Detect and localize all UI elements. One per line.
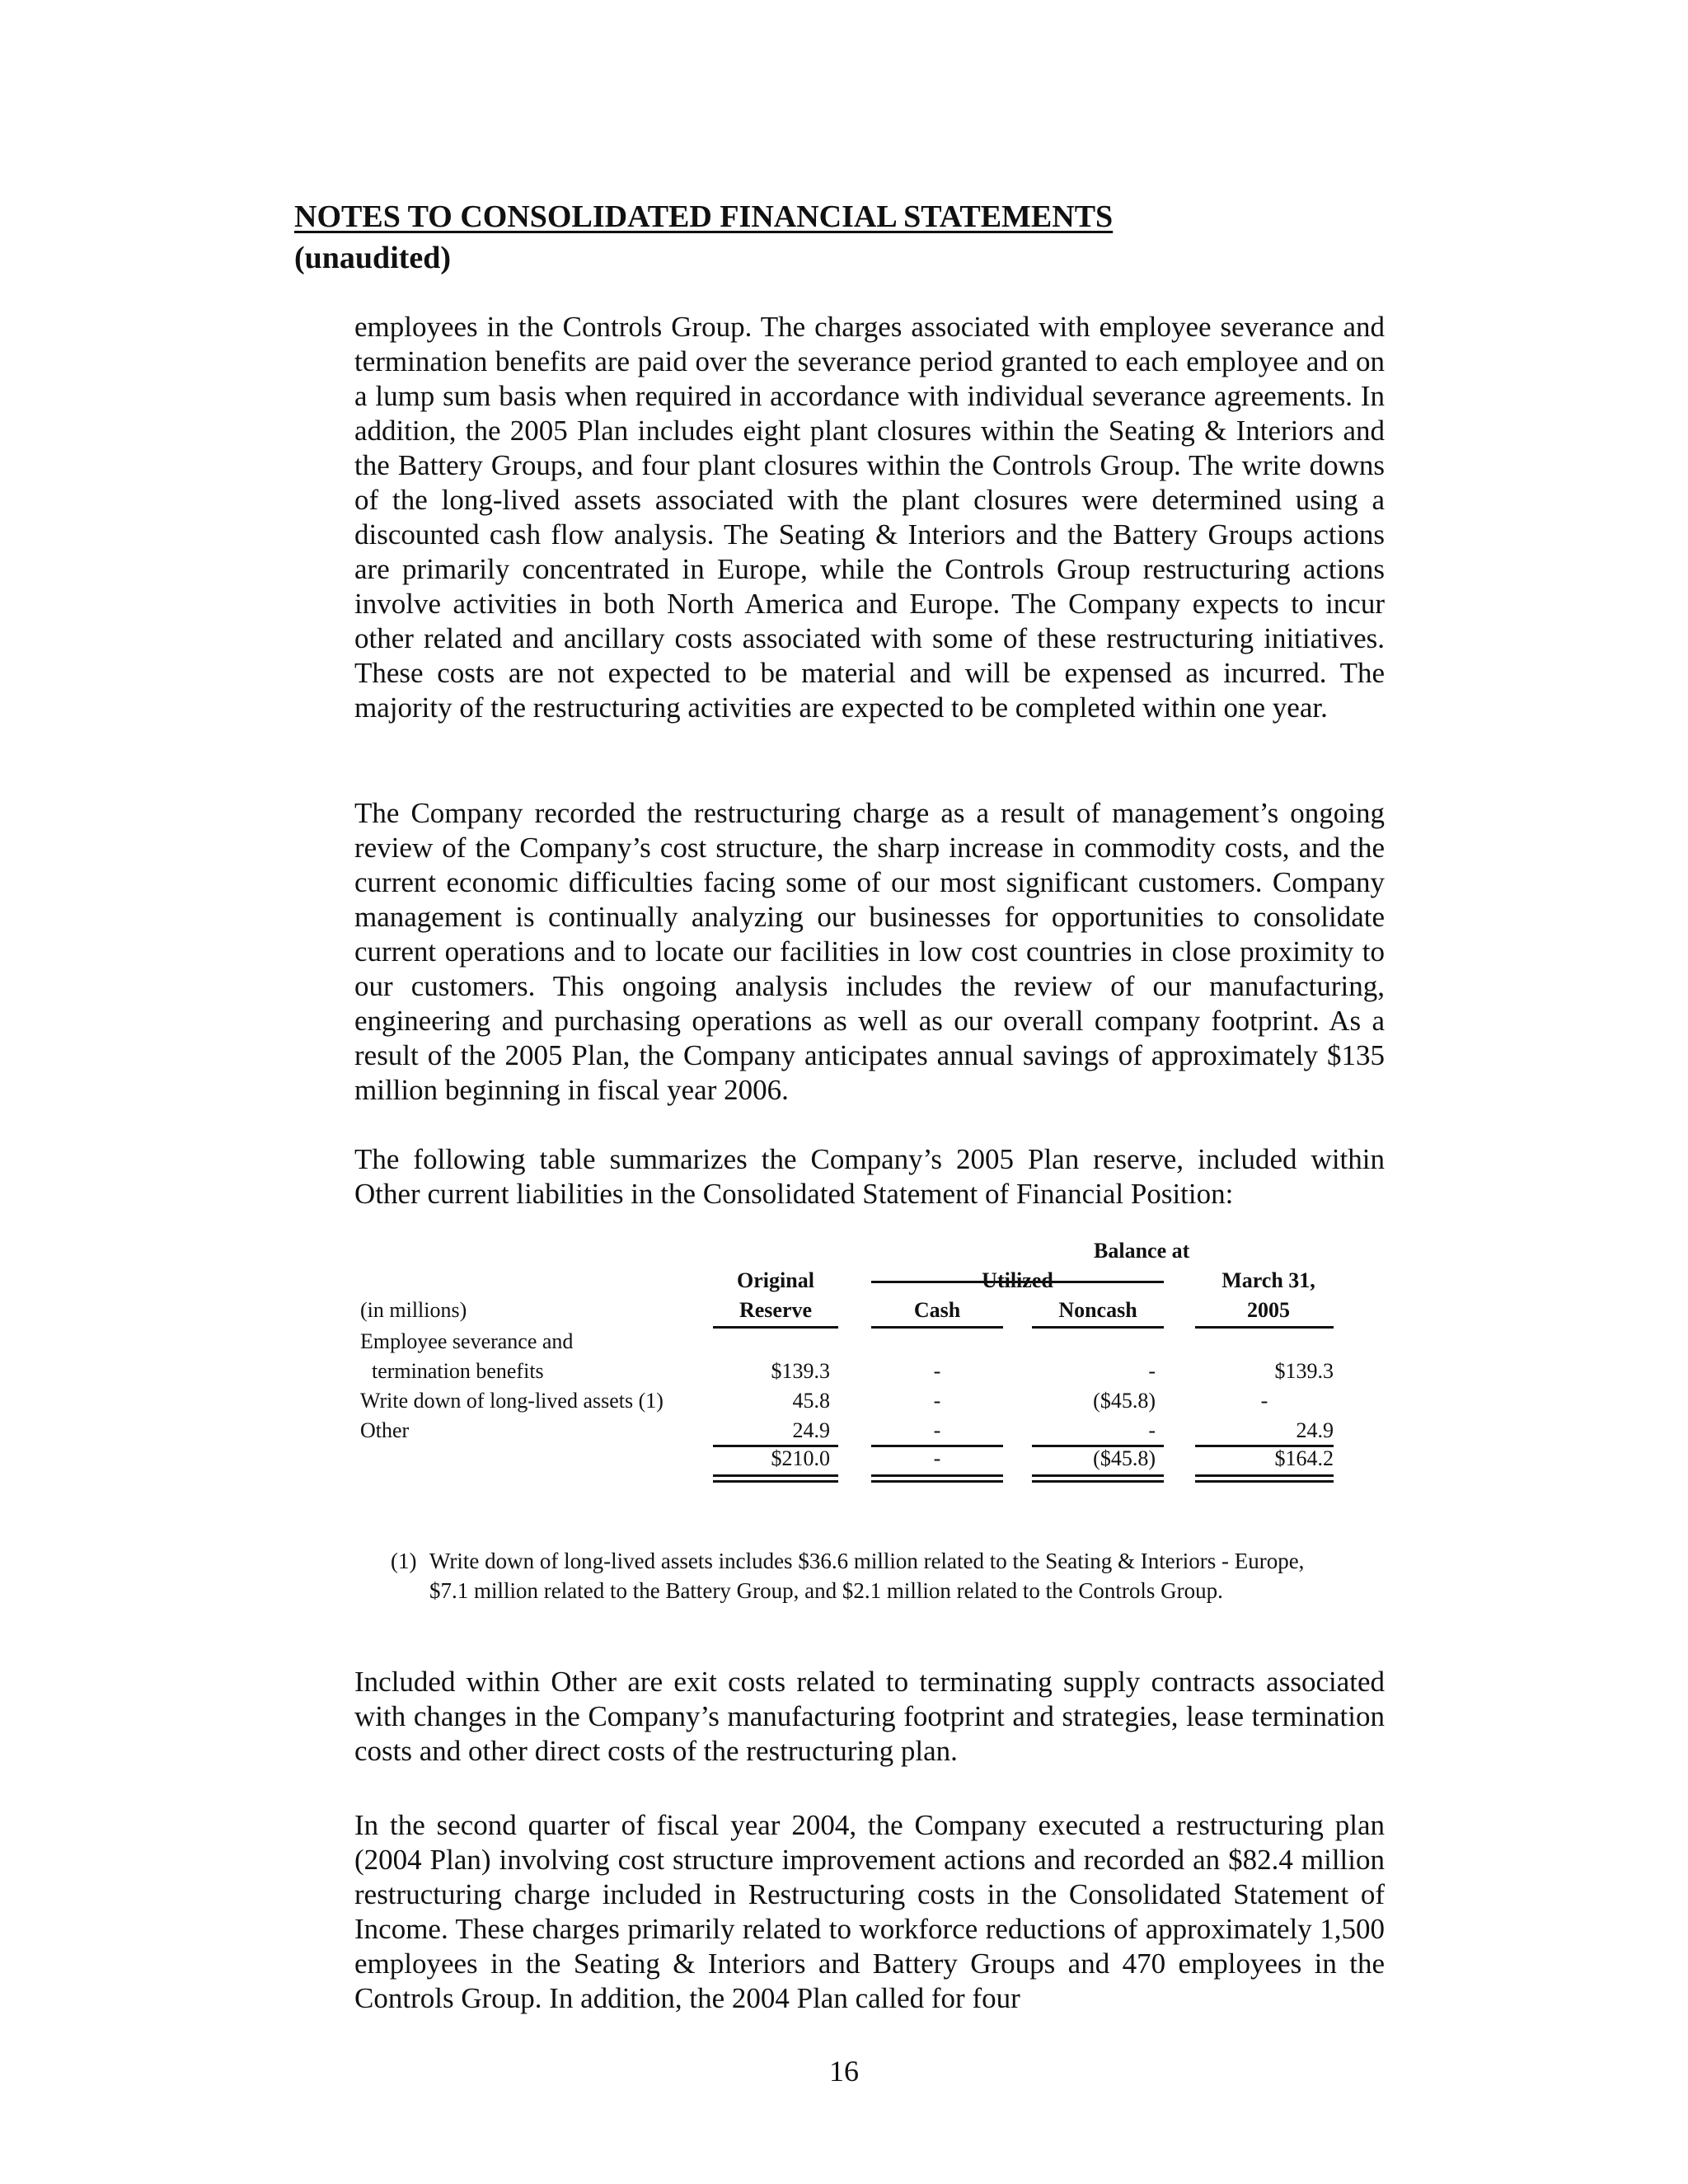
page-heading <box>294 196 1448 279</box>
paragraph-plan-details: employees in the Controls Group. The charges associated with employee severance and termination benefits are paid over the severance period granted to each employee and on a lump sum basis when required in accordance with individual severance agreements. In addition, the 2005 Plan includes eight plant closures within the Seating & Interiors and the Battery Groups, and four plant closures within the Controls Group. The write downs of the long-lived assets associated with the plant closures were determined using a discounted cash flow analysis. The Seating & Interiors and the Battery Groups actions are primarily concentrated in Europe, while the Controls Group restructuring actions involve activities in both North America and Europe. The Company expects to incur other related and ancillary costs associated with some of these restructuring initiatives. These costs are not expected to be material and will be expensed as incurred. The majority of the restructuring activities are expected to be completed within one year. <box>354 311 1385 724</box>
header-rule-noncash <box>1032 1326 1164 1329</box>
header-original-line1: Original <box>737 1268 814 1292</box>
header-noncash: Noncash <box>1058 1298 1137 1322</box>
total-balance: $164.2 <box>1274 1446 1334 1470</box>
cell-balance: 24.9 <box>1296 1418 1334 1442</box>
row-label: termination benefits <box>372 1359 544 1383</box>
cell-cash: - <box>933 1389 941 1413</box>
unit-label: (in millions) <box>360 1298 467 1322</box>
header-original-line2: Reserve <box>738 1298 813 1322</box>
footnote <box>391 1546 1330 1605</box>
page-number: 16 <box>829 2055 859 2088</box>
total-noncash: ($45.8) <box>1093 1446 1156 1470</box>
cell-balance: $139.3 <box>1274 1359 1334 1383</box>
reserve-table <box>360 1236 1333 1500</box>
cell-original: 24.9 <box>792 1418 830 1442</box>
header-cash: Cash <box>913 1298 961 1322</box>
row-label: Employee severance and <box>360 1329 574 1353</box>
cell-noncash: - <box>1148 1418 1156 1442</box>
paragraph-restructuring-rationale: The Company recorded the restructuring charge as a result of management’s ongoing review of the Company’s cost structure, the sharp increase in commodity costs, and the current economic difficulties facing some of our most significant customers. Company management is continually analyzing our businesses for opportunities to consolidate current operations and to locate our facilities in low cost countries in close proximity to our customers. This ongoing analysis includes the review of our manufacturing, engineering and purchasing operations as well as our overall company footprint. As a result of the 2005 Plan, the Company anticipates annual savings of approximately $135 million beginning in fiscal year 2006. <box>354 797 1385 1106</box>
row-label: Other <box>360 1418 410 1442</box>
total-rule-noncash <box>1032 1474 1164 1483</box>
paragraph-table-intro: The following table summarizes the Company’s 2005 Plan reserve, included within Other current liabilities in the Consolidated Statement of Financial Position: <box>354 1143 1385 1210</box>
cell-noncash: ($45.8) <box>1093 1389 1156 1413</box>
paragraph-other-costs: Included within Other are exit costs related to terminating supply contracts associated with changes in the Company’s manufacturing footprint and strategies, lease termination costs and other direct costs of the restructuring plan. <box>354 1666 1385 1767</box>
total-rule-cash <box>871 1474 1003 1483</box>
total-original: $210.0 <box>771 1446 830 1470</box>
total-cash: - <box>933 1446 941 1470</box>
row-label: Write down of long-lived assets (1) <box>360 1389 663 1413</box>
header-balance-line3: 2005 <box>1247 1298 1290 1322</box>
utilized-rule <box>871 1281 1164 1283</box>
footnote-marker: (1) <box>391 1549 417 1573</box>
cell-original: $139.3 <box>771 1359 830 1383</box>
cell-balance: - <box>1260 1389 1268 1413</box>
total-rule-balance <box>1195 1474 1334 1483</box>
total-rule-original <box>713 1474 838 1483</box>
cell-cash: - <box>933 1359 941 1383</box>
page-subtitle: (unaudited) <box>294 241 452 275</box>
cell-original: 45.8 <box>792 1389 830 1413</box>
paragraph-2004-plan: In the second quarter of fiscal year 2004, the Company executed a restructuring plan (2004 Plan) involving cost structure improvement actions and recorded an $82.4 million restructuring charge included in Restructuring costs in the Consolidated Statement of Income. These charges primarily related to workforce reductions of approximately 1,500 employees in the Seating & Interiors and Battery Groups and 470 employees in the Controls Group. In addition, the 2004 Plan called for four <box>354 1809 1385 2014</box>
header-rule-cash <box>871 1326 1003 1329</box>
header-rule-balance <box>1195 1326 1334 1329</box>
cell-cash: - <box>933 1418 941 1442</box>
header-utilized: Utilized <box>982 1268 1053 1292</box>
cell-noncash: - <box>1148 1359 1156 1383</box>
header-balance-line1: Balance at <box>1094 1239 1190 1263</box>
footnote-text: Write down of long-lived assets includes $36.6 million related to the Seating & Interiors - Europe, $7.1 million related to the Battery Group, and $2.1 million related to the Controls Group. <box>429 1549 1305 1603</box>
header-rule-original <box>713 1326 838 1329</box>
header-balance-line2: March 31, <box>1221 1268 1315 1292</box>
page-title: NOTES TO CONSOLIDATED FINANCIAL STATEMENTS <box>294 199 1114 234</box>
